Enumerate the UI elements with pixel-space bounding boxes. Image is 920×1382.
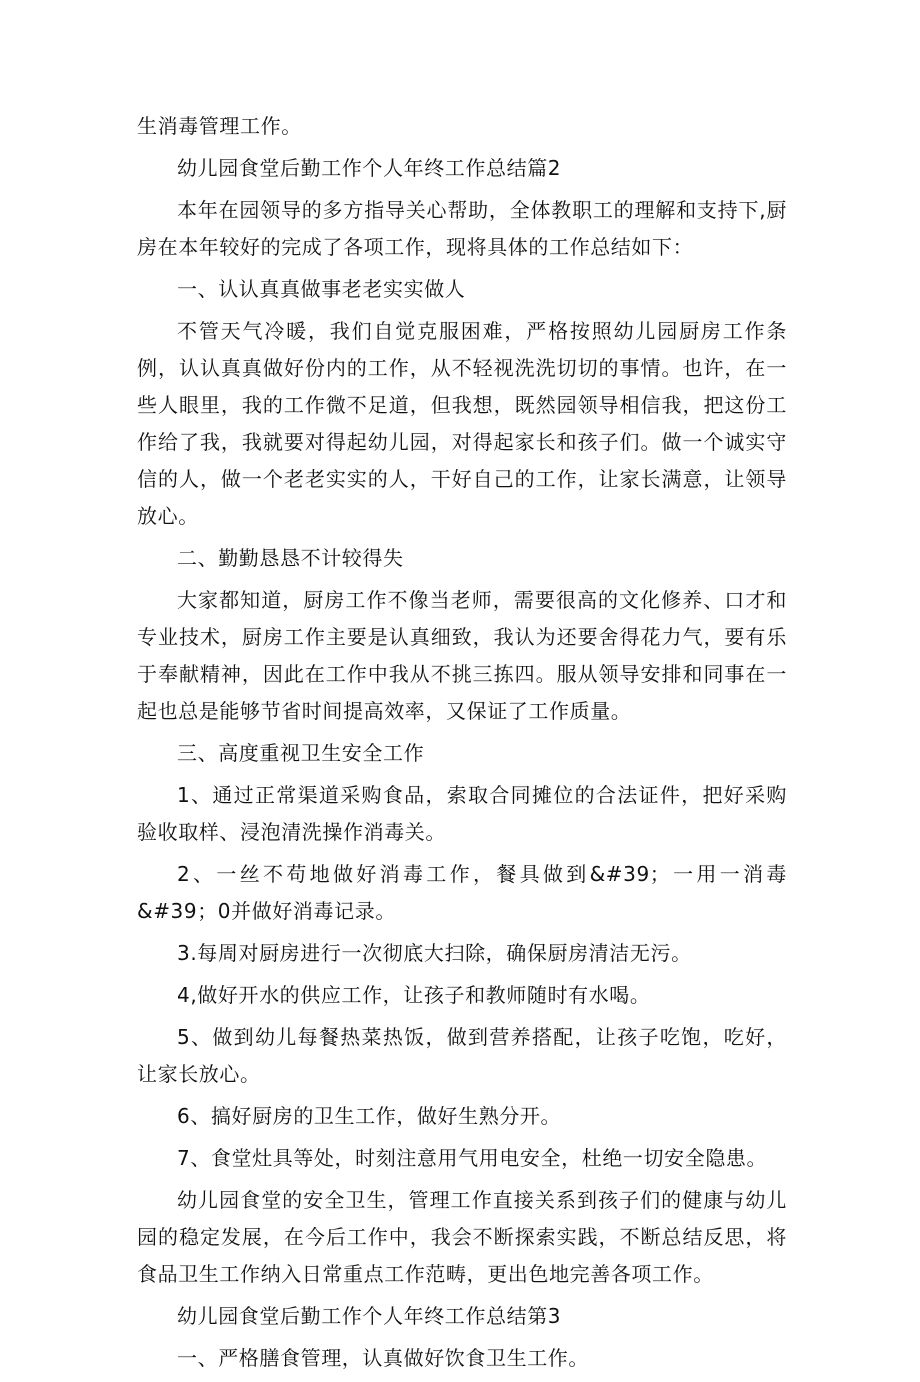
list-item-7: 7、食堂灶具等处，时刻注意用气用电安全，杜绝一切安全隐患。	[177, 1146, 768, 1170]
section-heading-3: 幼儿园食堂后勤工作个人年终工作总结第3	[177, 1304, 562, 1328]
document-page	[137, 108, 787, 1382]
conclusion-paragraph: 幼儿园食堂的安全卫生，管理工作直接关系到孩子们的健康与幼儿园的稳定发展，在今后工作中，我会不断探索实践，不断总结反思，将食品卫生工作纳入日常重点工作范畴，更出色地完善各项工作。	[137, 1188, 787, 1286]
list-item-1: 1、通过正常渠道采购食品，索取合同摊位的合法证件，把好采购验收取样、浸泡清洗操作消毒关。	[137, 783, 787, 844]
subheading-2: 二、勤勤恳恳不计较得失	[177, 546, 404, 570]
body-paragraph-2: 大家都知道，厨房工作不像当老师，需要很高的文化修养、口才和专业技术，厨房工作主要是认真细致，我认为还要舍得花力气，要有乐于奉献精神，因此在工作中我从不挑三拣四。服从领导安排和同事在一起也总是能够节省时间提高效率，又保证了工作质量。	[137, 588, 787, 723]
paragraph-continuation: 生消毒管理工作。	[137, 114, 302, 138]
section-heading-2: 幼儿园食堂后勤工作个人年终工作总结篇2	[177, 156, 562, 180]
intro-paragraph: 本年在园领导的多方指导关心帮助，全体教职工的理解和支持下,厨房在本年较好的完成了各项工作，现将具体的工作总结如下：	[137, 198, 787, 259]
list-item-2: 2、一丝不苟地做好消毒工作，餐具做到&#39；一用一消毒&#39；0并做好消毒记录。	[137, 862, 787, 923]
subheading-3: 三、高度重视卫生安全工作	[177, 741, 425, 765]
list-item-4: 4,做好开水的供应工作，让孩子和教师随时有水喝。	[177, 983, 651, 1007]
subheading-3-1: 一、严格膳食管理，认真做好饮食卫生工作。	[177, 1346, 589, 1370]
body-paragraph-1: 不管天气冷暖，我们自觉克服困难，严格按照幼儿园厨房工作条例，认认真真做好份内的工作，从不轻视洗洗切切的事情。也许，在一些人眼里，我的工作微不足道，但我想，既然园领导相信我，把这份工作给了我，我就要对得起幼儿园，对得起家长和孩子们。做一个诚实守信的人，做一个老老实实的人，干好自己的工作，让家长满意，让领导放心。	[137, 319, 787, 528]
list-item-5: 5、做到幼儿每餐热菜热饭，做到营养搭配，让孩子吃饱，吃好，让家长放心。	[137, 1025, 787, 1086]
list-item-6: 6、搞好厨房的卫生工作，做好生熟分开。	[177, 1104, 562, 1128]
list-item-3: 3.每周对厨房进行一次彻底大扫除，确保厨房清洁无污。	[177, 941, 692, 965]
subheading-1: 一、认认真真做事老老实实做人	[177, 277, 466, 301]
